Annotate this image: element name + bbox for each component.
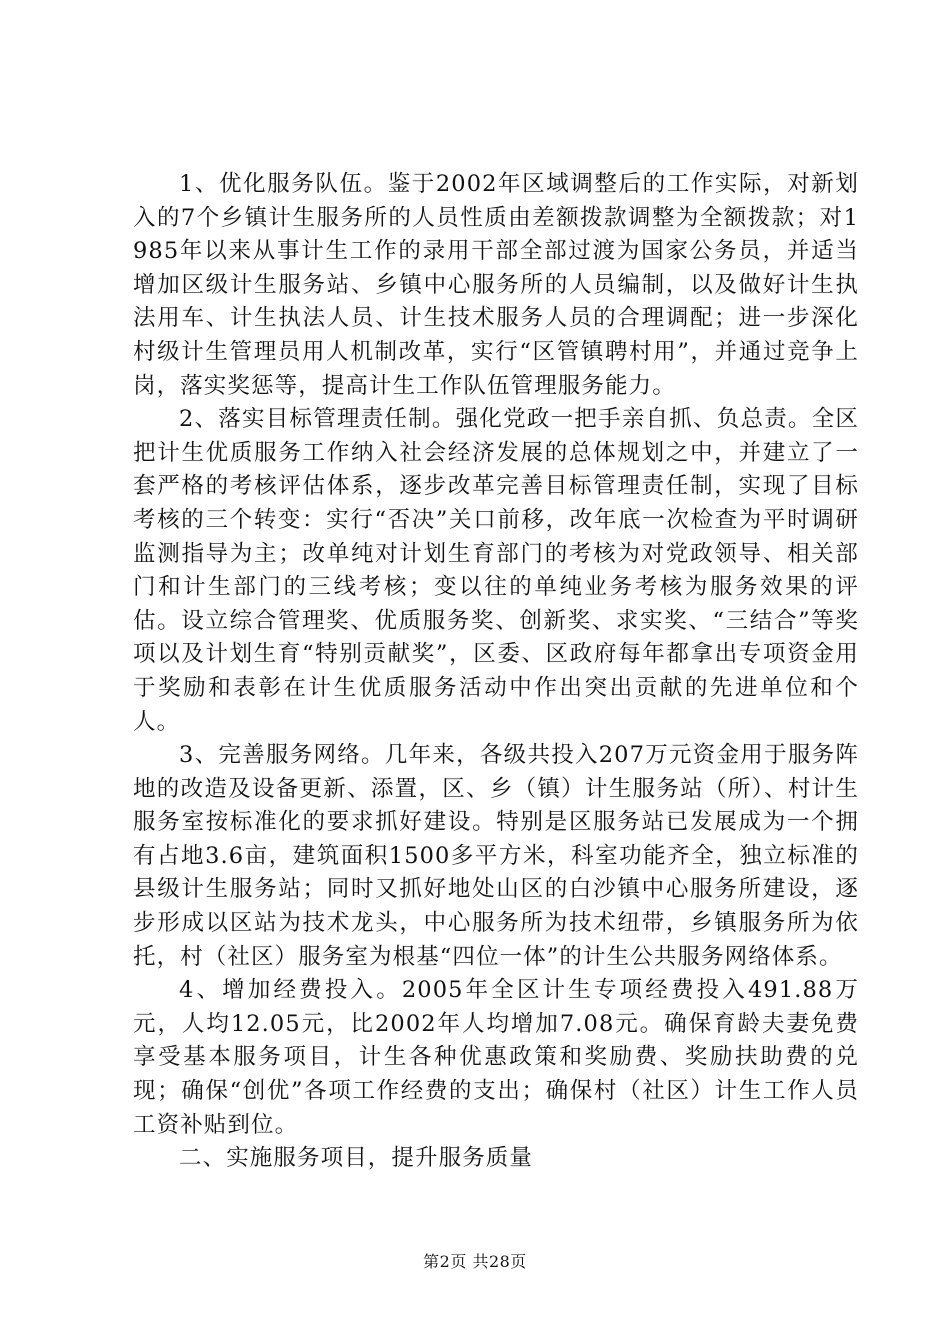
paragraph-funding-investment: 4、增加经费投入。2005年全区计生专项经费投入491.88万元，人均12.05元，比2002年人均增加7.08元。确保育龄夫妻免费享受基本服务项目，计生各种优惠政策和奖励费、奖励扶助费的兑现；确保“创优”各项工作经费的支出；确保村（社区）计生工作人员工资补贴到位。 — [133, 977, 859, 1138]
paragraph-optimize-service-team: 1、优化服务队伍。鉴于2002年区域调整后的工作实际，对新划入的7个乡镇计生服务所的人员性质由差额拨款调整为全额拨款；对1985年以来从事计生工作的录用干部全部过渡为国家公务员，并适当增加区级计生服务站、乡镇中心服务所的人员编制，以及做好计生执法用车、计生执法人员、计生技术服务人员的合理调配；进一步深化村级计生管理员用人机制改革，实行“区管镇聘村用”，并通过竞争上岗，落实奖惩等，提高计生工作队伍管理服务能力。 — [133, 171, 859, 399]
paragraph-target-responsibility: 2、落实目标管理责任制。强化党政一把手亲自抓、负总责。全区把计生优质服务工作纳入社会经济发展的总体规划之中，并建立了一套严格的考核评估体系，逐步改革完善目标管理责任制，实现了目标考核的三个转变：实行“否决”关口前移，改年底一次检查为平时调研监测指导为主；改单纯对计划生育部门的考核为对党政领导、相关部门和计生部门的三线考核；变以往的单纯业务考核为服务效果的评估。设立综合管理奖、优质服务奖、创新奖、求实奖、“三结合”等奖项以及计划生育“特别贡献奖”，区委、区政府每年都拿出专项资金用于奖励和表彰在计生优质服务活动中作出突出贡献的先进单位和个人。 — [133, 406, 859, 735]
document-body — [133, 168, 859, 1176]
paragraph-service-network: 3、完善服务网络。几年来，各级共投入207万元资金用于服务阵地的改造及设备更新、添置，区、乡（镇）计生服务站（所）、村计生服务室按标准化的要求抓好建设。特别是区服务站已发展成为一个拥有占地3.6亩，建筑面积1500多平方米，科室功能齐全，独立标准的县级计生服务站；同时又抓好地处山区的白沙镇中心服务所建设，逐步形成以区站为技术龙头，中心服务所为技术纽带，乡镇服务所为依托，村（社区）服务室为根基“四位一体”的计生公共服务网络体系。 — [133, 742, 859, 970]
section-heading-service-projects: 二、实施服务项目，提升服务质量 — [179, 1145, 534, 1172]
page-number-footer: 第2页 共28页 — [423, 1252, 527, 1271]
